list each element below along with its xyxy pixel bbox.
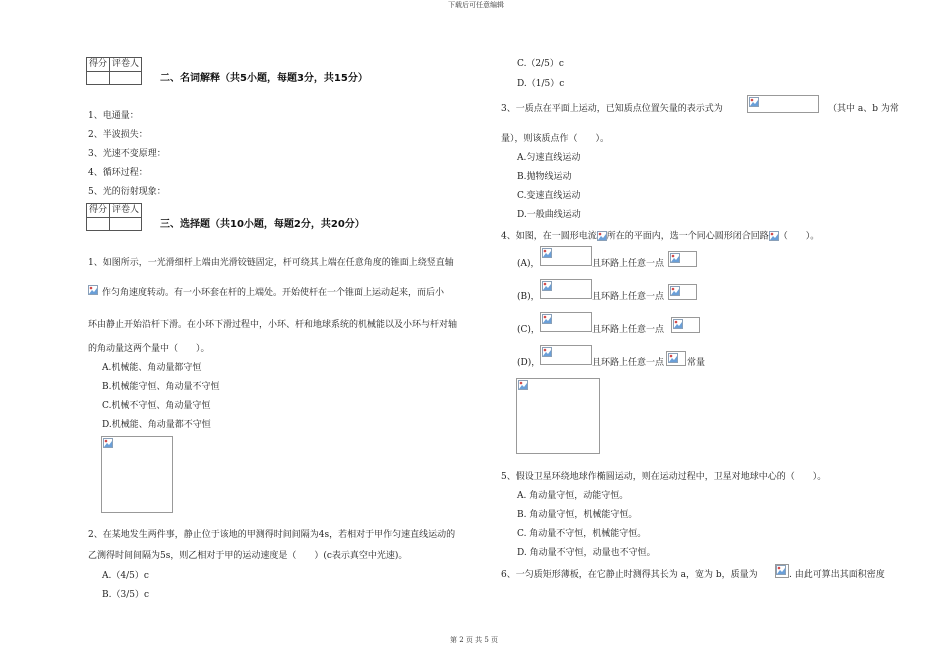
q2-option-b: B.（3/5）c [102,590,149,600]
q1-text-line: 环由静止开始沿杆下滑。在小环下滑过程中，小环、杆和地球系统的机械能以及小环与杆对轴 [88,320,458,330]
q4-text: 4、如图，在一圆形电流 [501,231,597,242]
q4-option-c-text: 且环路上任意一点 [592,325,665,335]
broken-image-icon [668,353,678,363]
term-item: 4、循环过程： [88,168,148,178]
q1-option-d: D.机械能、角动量都不守恒 [102,420,211,430]
q4-option-b-formula [540,279,592,299]
q6-mass-image [775,564,789,578]
current-image-icon [597,231,607,241]
term-item: 1、电通量： [88,111,139,121]
broken-image-icon [776,565,786,575]
q4-option-c-formula [540,312,592,332]
score-label: 得分 [87,58,110,72]
q1-text-line: 的角动量这两个量中（ ）。 [88,344,210,354]
q2-text-line: 2、在某地发生两件事，静止位于该地的甲测得时间间隔为4s，若相对于甲作匀速直线运动的 [88,530,456,540]
term-item: 3、光速不变原理： [88,149,166,159]
broken-image-icon [542,248,552,258]
q4-option-d-label: (D)， [517,358,541,368]
q4-figure [516,378,600,454]
broken-image-icon [542,314,552,324]
q4-text-line [501,231,819,242]
q6-text-line: . 由此可算出其面积密度 [789,570,885,580]
page-header: 下载后可任意编辑 [448,1,504,9]
score-cell[interactable] [87,218,110,231]
q3-option-a: A.匀速直线运动 [517,153,581,163]
q2-option-c: C.（2/5）c [517,59,564,69]
grader-cell[interactable] [110,218,142,231]
page-footer: 第 2 页 共 5 页 [450,636,499,644]
broken-image-icon [749,97,759,107]
q5-option-b: B. 角动量守恒，机械能守恒。 [517,510,638,520]
q2-text-line: 乙测得时间间隔为5s，则乙相对于甲的运动速度是（ ）(c表示真空中光速)。 [88,551,408,561]
q1-figure [101,436,173,513]
q5-option-d: D. 角动量不守恒，动量也不守恒。 [517,548,656,558]
broken-image-icon [518,380,528,390]
q4-option-b-label: (B)， [517,292,540,302]
q3-formula-image [747,95,819,113]
q4-option-b-text: 且环路上任意一点 [592,292,665,302]
q4-text: （ ）。 [778,231,820,242]
term-item: 2、半波损失： [88,130,148,140]
broken-image-icon [670,286,680,296]
q6-text-line: 6、一匀质矩形薄板，在它静止时测得其长为 a，宽为 b，质量为 [501,570,758,580]
q4-text: 所在的平面内，选一个同心圆形闭合回路 [606,231,769,242]
q1-text-line: 作匀角速度转动。有一小环套在杆的上端处。开始使杆在一个锥面上运动起来，而后小 [102,288,445,298]
score-box-section3 [86,203,142,231]
q3-option-c: C.变速直线运动 [517,191,581,201]
q4-option-d-text: 且环路上任意一点 [592,358,665,368]
broken-image-icon [103,438,113,448]
q1-text-line: 1、如图所示，一光滑细杆上端由光滑铰链固定，杆可绕其上端在任意角度的锥面上绕竖直轴 [88,258,454,268]
section3-title: 三、选择题（共10小题，每题2分，共20分） [160,219,365,230]
q4-option-a-formula2 [668,251,697,267]
score-cell[interactable] [87,72,110,85]
q5-option-c: C. 角动量不守恒，机械能守恒。 [517,529,647,539]
q4-option-a-label: (A)， [517,259,540,269]
q1-option-c: C.机械不守恒、角动量守恒 [102,401,211,411]
q3-option-d: D.一般曲线运动 [517,210,581,220]
q3-text-line: 3、一质点在平面上运动，已知质点位置矢量的表示式为 [501,104,723,114]
broken-image-icon [673,319,683,329]
broken-image-icon [542,281,552,291]
q3-text-line: （其中 a、b 为常 [828,104,899,114]
q1-option-b: B.机械能守恒、角动量不守恒 [102,382,220,392]
q4-option-d-formula [540,345,592,365]
q2-option-d: D.（1/5）c [517,79,565,89]
grader-label: 评卷人 [110,58,142,72]
formula-image-icon [88,285,98,295]
q4-option-d-tail: 常量 [687,358,706,368]
section2-title: 二、名词解释（共5小题，每题3分，共15分） [160,73,368,84]
q4-option-a-text: 且环路上任意一点 [592,259,665,269]
term-item: 5、光的衍射现象： [88,187,166,197]
q4-option-c-formula2 [671,317,700,333]
q4-option-a-formula [540,246,592,266]
score-label: 得分 [87,204,110,218]
grader-cell[interactable] [110,72,142,85]
broken-image-icon [670,253,680,263]
score-box-section2 [86,57,142,85]
loop-image-icon [769,231,779,241]
q2-option-a: A.（4/5）c [102,571,149,581]
q3-text-line: 量），则该质点作（ ）。 [501,134,610,144]
q3-option-b: B.抛物线运动 [517,172,572,182]
q4-option-c-label: (C)， [517,325,540,335]
q1-option-a: A.机械能、角动量都守恒 [102,363,202,373]
q5-text-line: 5、假设卫星环绕地球作椭圆运动，则在运动过程中，卫星对地球中心的（ ）。 [501,472,827,482]
broken-image-icon [542,347,552,357]
q4-option-b-formula2 [668,284,697,300]
q4-option-d-formula2 [666,351,686,366]
grader-label: 评卷人 [110,204,142,218]
q5-option-a: A. 角动量守恒，动能守恒。 [517,491,629,501]
